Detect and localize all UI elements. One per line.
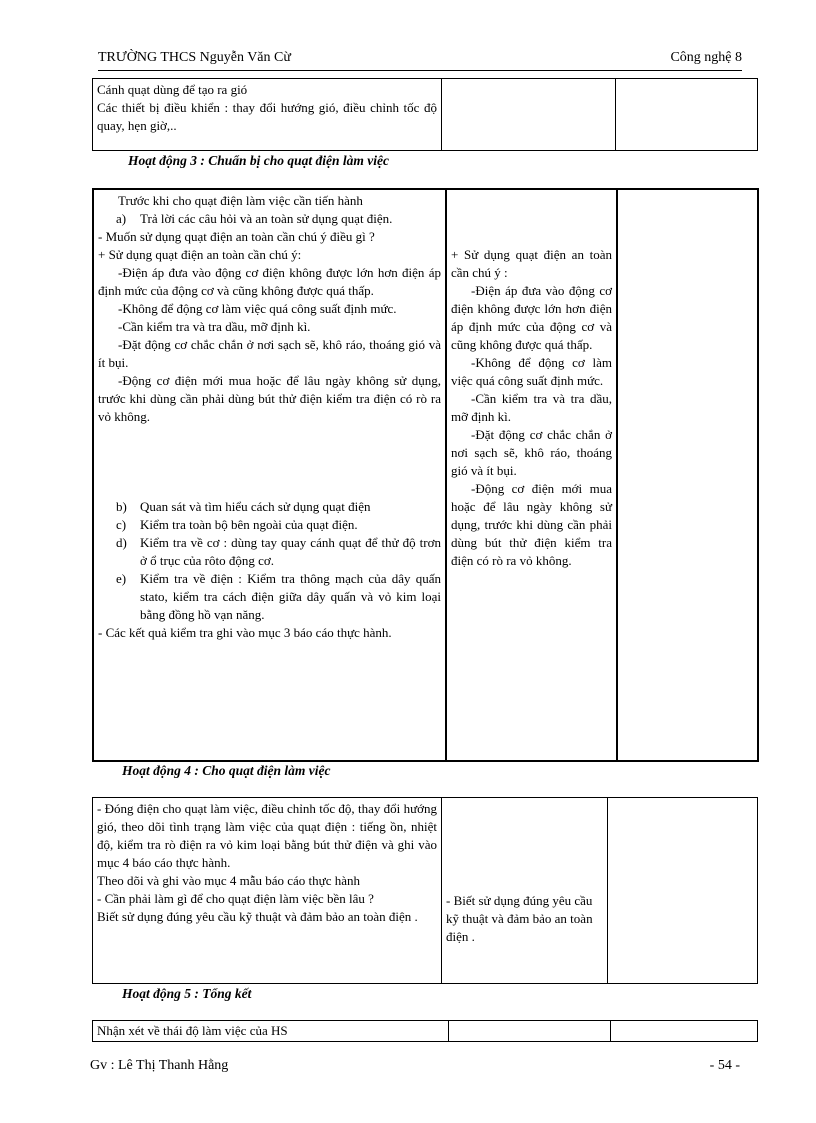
empty-cell	[442, 79, 616, 151]
safety-item: -Động cơ điện mới mua hoặc để lâu ngày không sử dụng, trước khi dùng cần phải dùng bút thử điện kiểm tra điện có rò ra vỏ không.	[98, 373, 441, 424]
list-item: a) Trả lời các câu hỏi và an toàn sử dụng quạt điện.	[116, 211, 393, 226]
school-name: TRƯỜNG THCS Nguyễn Văn Cừ	[98, 50, 291, 65]
intro-line: Trước khi cho quạt điện làm việc cần tiến hành	[118, 193, 363, 208]
safety-question: - Muốn sử dụng quạt điện an toàn cần chú ý điều gì ?	[98, 229, 375, 244]
run-paragraph: Theo dõi và ghi vào mục 4 mẫu báo cáo thực hành	[97, 873, 360, 888]
table-run-fan	[92, 797, 758, 984]
table-summary	[92, 1020, 758, 1042]
run-answer: - Biết sử dụng đúng yêu cầu kỹ thuật và đảm bảo an toàn điện .	[446, 893, 593, 944]
answer-item: -Không để động cơ làm việc quá công suất định mức.	[451, 355, 612, 388]
table-prepare-fan	[92, 188, 759, 762]
summary-cell: Nhận xét về thái độ làm việc của HS	[93, 1021, 449, 1042]
table-fan-parts	[92, 78, 758, 151]
empty-cell	[616, 79, 758, 151]
list-item: b) Quan sát và tìm hiểu cách sử dụng quạt điện	[116, 499, 371, 514]
list-item: e) Kiểm tra về điện : Kiểm tra thông mạch của dây quấn stato, kiểm tra cách điện giữa dây quấn và vỏ kim loại bằng đồng hồ vạn năng.	[116, 571, 441, 622]
answer-item: -Cần kiểm tra và tra dầu, mỡ định kì.	[451, 391, 612, 424]
prepare-activities-cell	[93, 189, 446, 761]
activity-3-heading: Hoạt động 3 : Chuẩn bị cho quạt điện làm việc	[128, 153, 390, 168]
subject-name: Công nghệ 8	[670, 50, 742, 65]
page-footer	[90, 1058, 740, 1078]
run-paragraph: Biết sử dụng đúng yêu cầu kỹ thuật và đảm bảo an toàn điện .	[97, 909, 418, 924]
activity-4-heading: Hoạt động 4 : Cho quạt điện làm việc	[122, 763, 331, 778]
empty-cell	[449, 1021, 611, 1042]
safety-item: -Không để động cơ làm việc quá công suất định mức.	[118, 301, 397, 316]
answer-item: -Điện áp đưa vào động cơ điện không được lớn hơn điện áp định mức của động cơ và cũng không được quá thấp.	[451, 283, 612, 352]
report-note: - Các kết quả kiểm tra ghi vào mục 3 báo cáo thực hành.	[98, 625, 392, 640]
answer-item: -Đặt động cơ chắc chắn ở nơi sạch sẽ, khô ráo, thoáng gió và ít bụi.	[451, 427, 612, 478]
run-activities-cell	[93, 798, 442, 984]
empty-cell	[617, 189, 758, 761]
teacher-name: Gv : Lê Thị Thanh Hằng	[90, 1058, 229, 1073]
run-answer-cell	[442, 798, 608, 984]
safety-item: -Đặt động cơ chắc chắn ở nơi sạch sẽ, khô ráo, thoáng gió và ít bụi.	[98, 337, 441, 370]
control-devices-line: Các thiết bị điều khiển : thay đổi hướng gió, điều chỉnh tốc độ quay, hẹn giờ,..	[97, 100, 437, 133]
activity-5-heading: Hoạt động 5 : Tổng kết	[122, 986, 252, 1001]
list-item: c) Kiểm tra toàn bộ bên ngoài của quạt điện.	[116, 517, 358, 532]
page-number: - 54 -	[709, 1058, 740, 1073]
fan-parts-cell	[93, 79, 442, 151]
page-header	[98, 50, 742, 71]
list-item: d) Kiểm tra về cơ : dùng tay quay cánh quạt để thử độ trơn ở ổ trục của rôto động cơ.	[116, 535, 441, 568]
safety-answer-cell	[446, 189, 617, 761]
safety-item: -Cần kiểm tra và tra dầu, mỡ định kì.	[118, 319, 311, 334]
empty-cell	[611, 1021, 758, 1042]
empty-cell	[608, 798, 758, 984]
answer-title: + Sử dụng quạt điện an toàn cần chú ý :	[451, 247, 612, 280]
safety-title: + Sử dụng quạt điện an toàn cần chú ý:	[98, 247, 302, 262]
run-paragraph: - Đóng điện cho quạt làm việc, điều chỉnh tốc độ, thay đổi hướng gió, theo dõi tình trạng làm việc của quạt điện : tiếng ồn, nhiệt độ, kiểm tra rò điện ra vỏ kim loại bằng bút thử điện và ghi vào mục 4 báo cáo thực hành.	[97, 801, 437, 870]
fan-blade-line: Cánh quạt dùng để tạo ra gió	[97, 82, 248, 97]
answer-item: -Động cơ điện mới mua hoặc để lâu ngày không sử dụng, trước khi dùng cần phải dùng bút thử điện kiểm tra điện có rò ra vỏ không.	[451, 481, 612, 568]
safety-item: -Điện áp đưa vào động cơ điện không được lớn hơn điện áp định mức của động cơ và cũng không được quá thấp.	[98, 265, 441, 298]
run-paragraph: - Cần phải làm gì để cho quạt điện làm việc bền lâu ?	[97, 891, 374, 906]
